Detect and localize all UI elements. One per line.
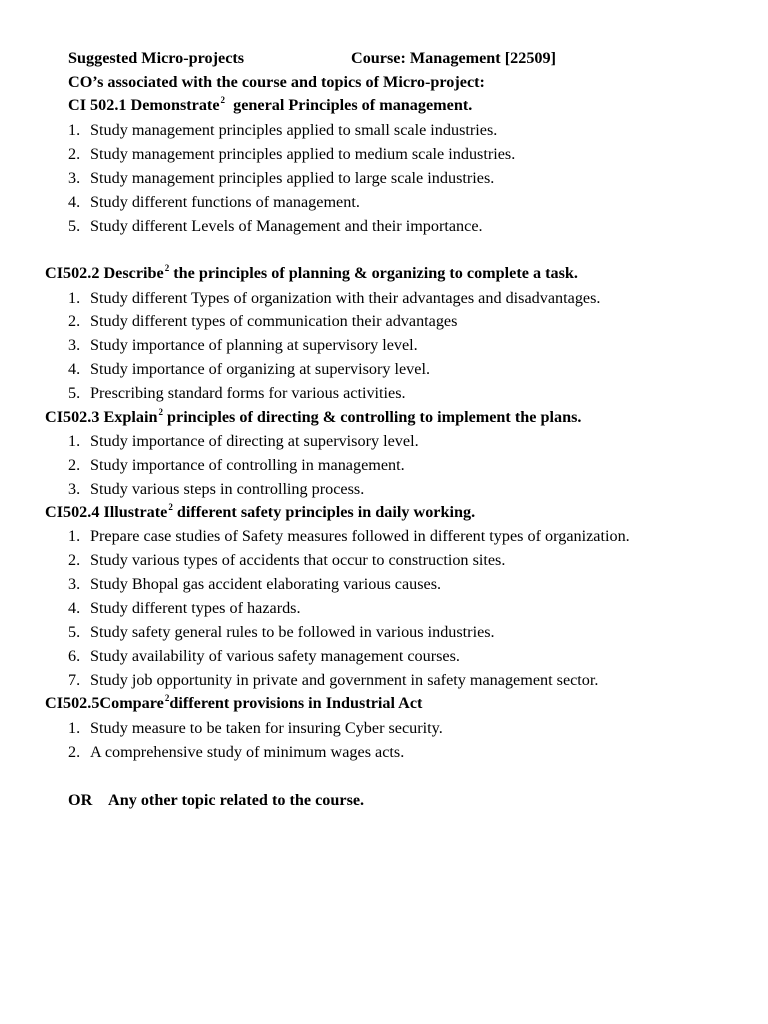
section-code: CI502.3 Explain <box>45 408 158 426</box>
superscript: 2 <box>164 693 170 703</box>
section-heading-2 <box>45 265 578 281</box>
header-course: Course: Management [22509] <box>351 49 556 67</box>
superscript: 2 <box>164 263 170 273</box>
section-title: different provisions in Industrial Act <box>169 694 423 712</box>
section-title: principles of directing & controlling to implement the plans. <box>167 408 582 426</box>
section-code: CI502.2 Describe <box>45 264 164 282</box>
superscript: 2 <box>168 502 173 512</box>
superscript: 2 <box>220 95 226 105</box>
header-left: Suggested Micro-projects <box>68 49 245 67</box>
intro-heading: CO’s associated with the course and topics of Micro-project: <box>68 73 485 91</box>
section-code: CI502.4 Illustrate <box>45 503 168 521</box>
section-code: CI502.5Compare <box>45 694 164 712</box>
superscript: 2 <box>158 407 163 417</box>
section-heading-5 <box>45 695 422 711</box>
footer-text: Any other topic related to the course. <box>108 791 365 809</box>
section-code: CI 502.1 Demonstrate <box>68 96 220 114</box>
section-heading-4 <box>45 504 475 520</box>
section-title: general Principles of management. <box>233 96 473 114</box>
section-heading-1 <box>68 97 472 113</box>
section-title: the principles of planning & organizing to complete a task. <box>173 264 578 282</box>
or-label: OR <box>68 791 93 809</box>
section-heading-3 <box>45 409 581 425</box>
section-title: different safety principles in daily working. <box>176 503 476 521</box>
